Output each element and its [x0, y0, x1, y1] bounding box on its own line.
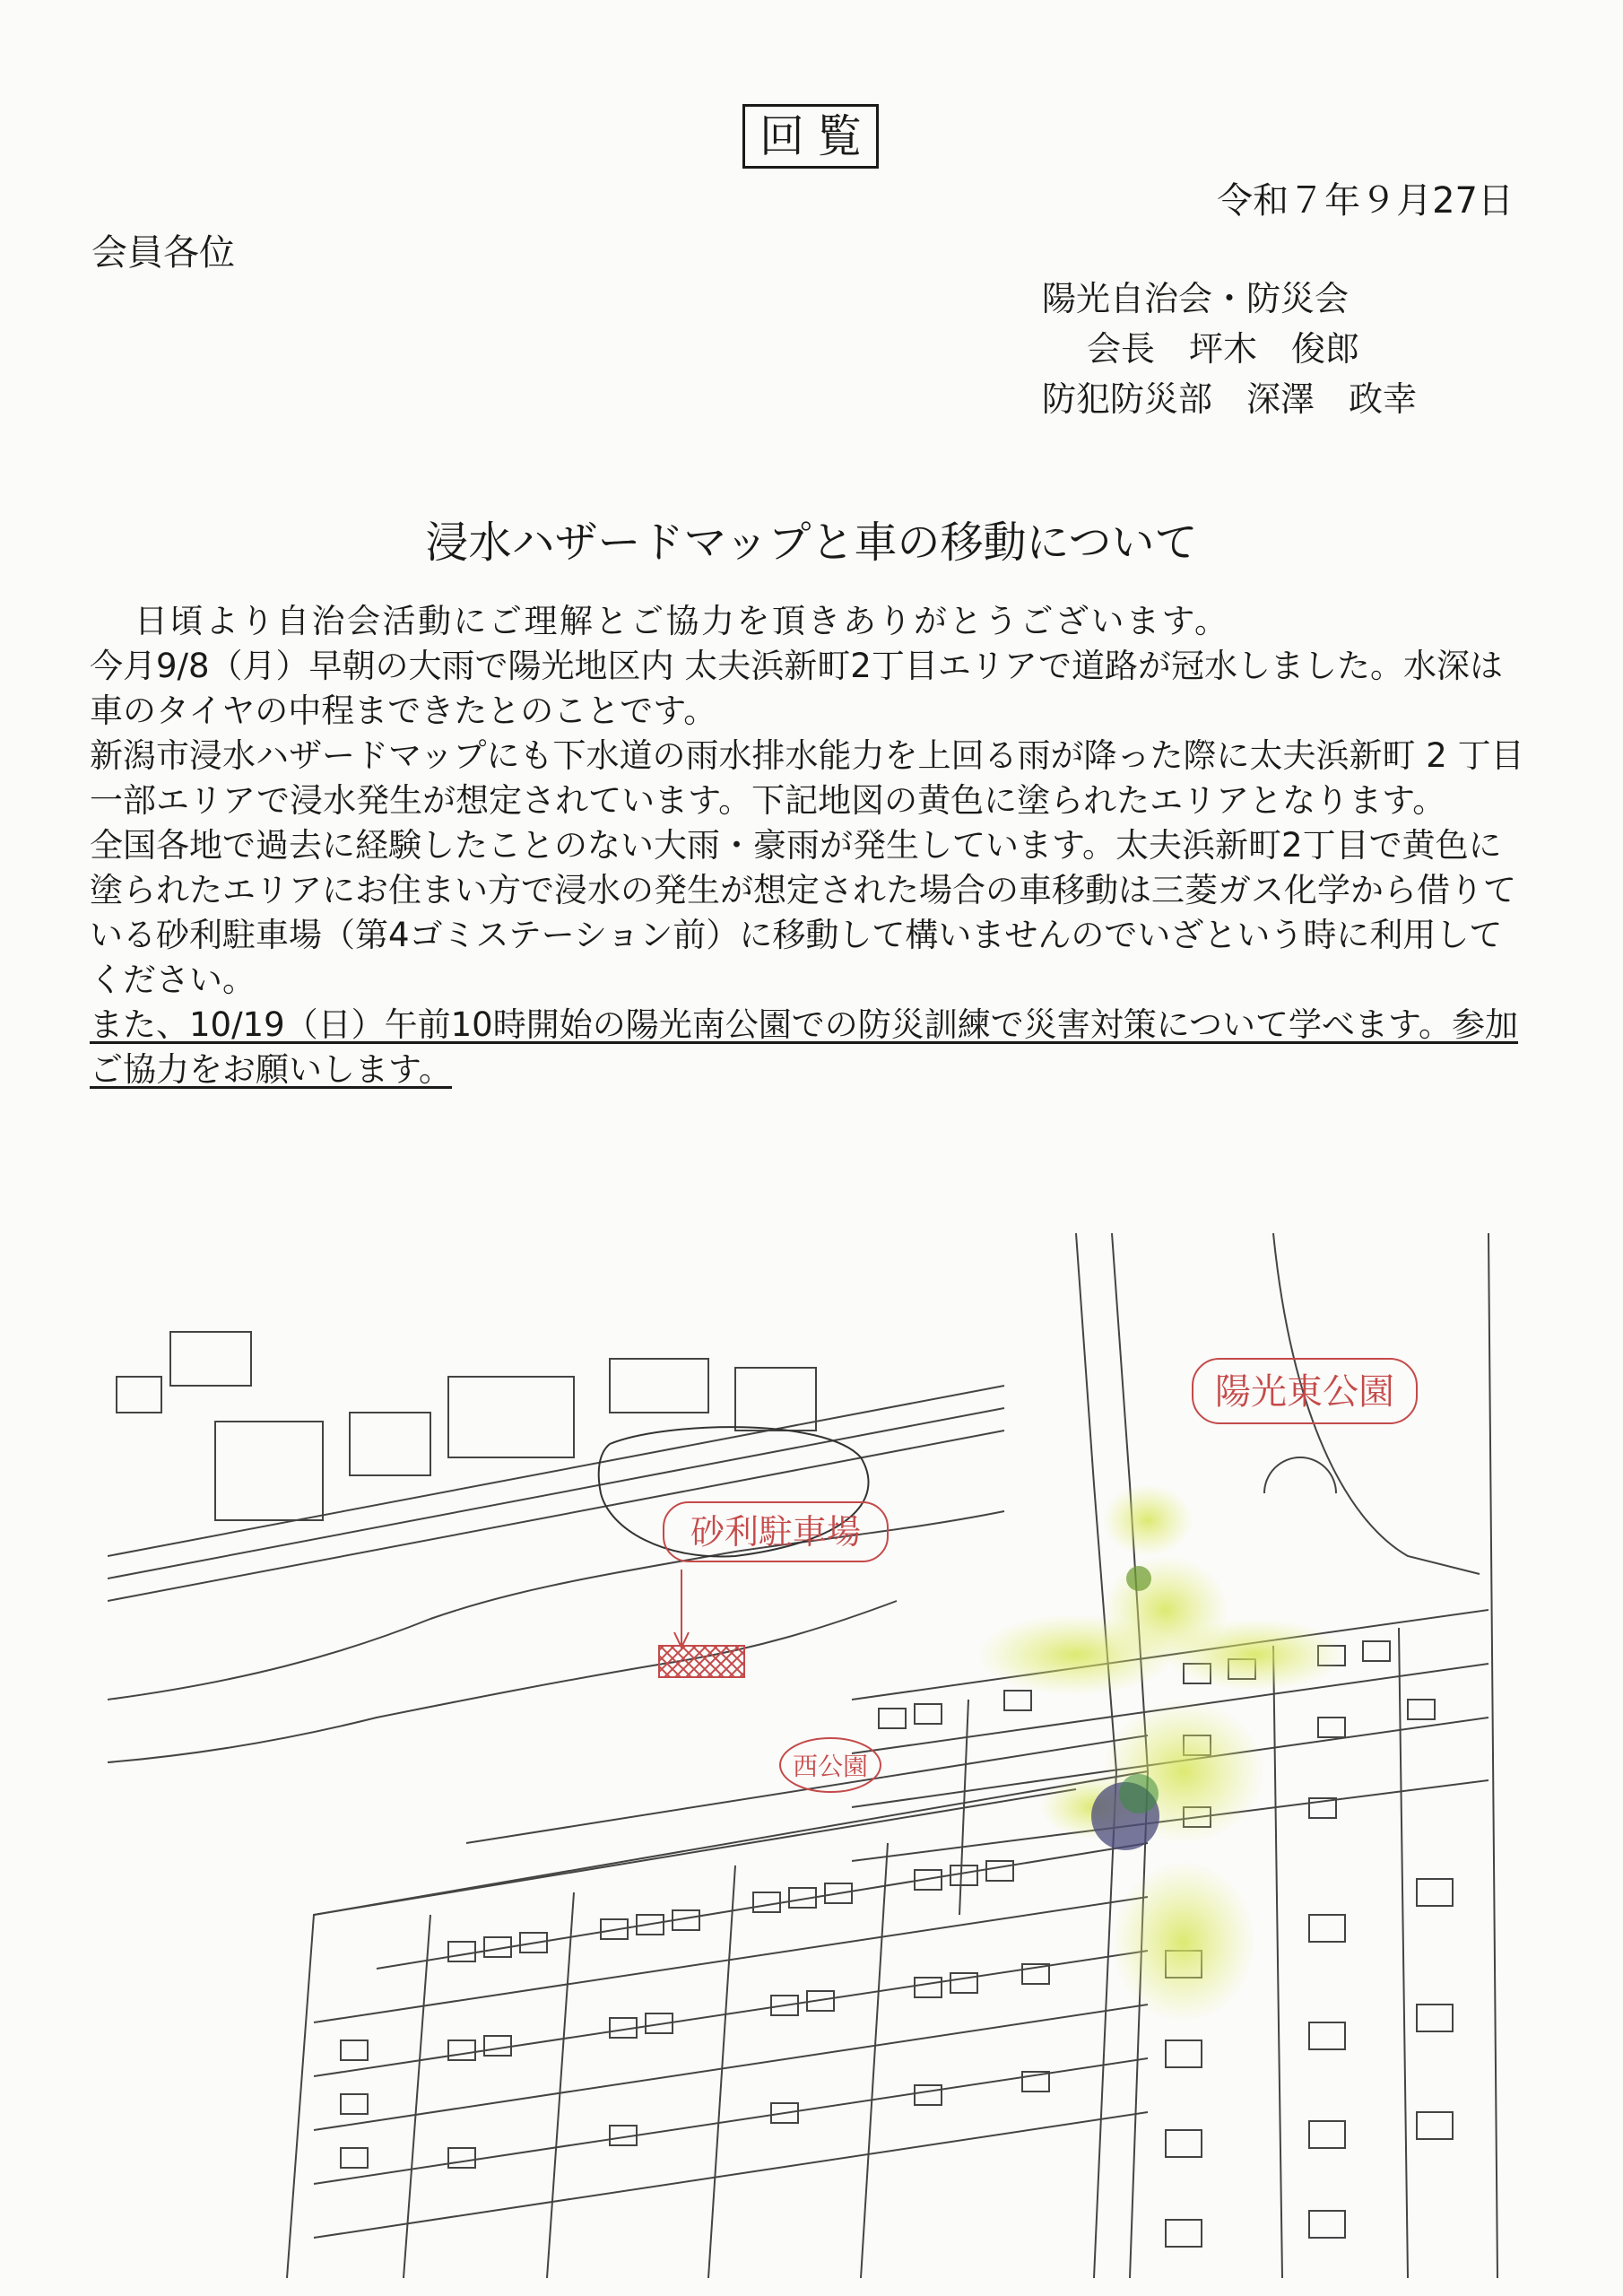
sender-org: 陽光自治会・防災会	[1042, 279, 1350, 318]
body-paragraph-underlined: また、10/19（日）午前10時開始の陽光南公園での防災訓練で災害対策について学べます。参加ご協力をお願いします。	[90, 1005, 1519, 1089]
sender-dept: 防犯防災部 深澤 政幸	[1042, 379, 1418, 419]
body-paragraph: 全国各地で過去に経験したことのない大雨・豪雨が発生しています。太夫浜新町2丁目で黄色に塗られたエリアにお住まい方で浸水の発生が想定された場合の車移動は三菱ガス化学から借りている砂利駐車場（第4ゴミステーション前）に移動して構いませんのでいざという時に利用してください。	[90, 826, 1516, 999]
body-paragraph: 今月9/8（月）早朝の大雨で陽光地区内 太夫浜新町2丁目エリアで道路が冠水しました。水深は車のタイヤの中程まできたとのことです。	[90, 647, 1503, 730]
body-paragraph: 日頃より自治会活動にご理解とご協力を頂きありがとうございます。	[135, 602, 1230, 640]
hazard-map	[108, 1233, 1515, 2278]
addressee: 会員各位	[91, 232, 235, 274]
west-park-label-box	[780, 1738, 881, 1792]
circular-notice-label: 回覧	[742, 104, 879, 169]
parking-arrow	[674, 1570, 689, 1648]
hazard-map-svg	[108, 1233, 1515, 2278]
east-park-label: 陽光東公園	[1215, 1371, 1394, 1413]
document-body	[90, 599, 1526, 1092]
document-date: 令和７年９月27日	[1217, 180, 1514, 222]
east-park-label-box	[1193, 1359, 1417, 1423]
parking-label-box	[664, 1502, 888, 1561]
sender-chair: 会長 坪木 俊郎	[1087, 329, 1360, 369]
document-title: 浸水ハザードマップと車の移動について	[425, 517, 1198, 568]
parking-label: 砂利駐車場	[690, 1512, 862, 1552]
west-park-label: 西公園	[792, 1752, 869, 1781]
sender-block	[1042, 274, 1417, 424]
parking-lot-hatched	[659, 1646, 744, 1677]
body-paragraph: 新潟市浸水ハザードマップにも下水道の雨水排水能力を上回る雨が降った際に太夫浜新町 2 丁目一部エリアで浸水発生が想定されています。下記地図の黄色に塗られたエリアとなります。	[90, 736, 1524, 820]
